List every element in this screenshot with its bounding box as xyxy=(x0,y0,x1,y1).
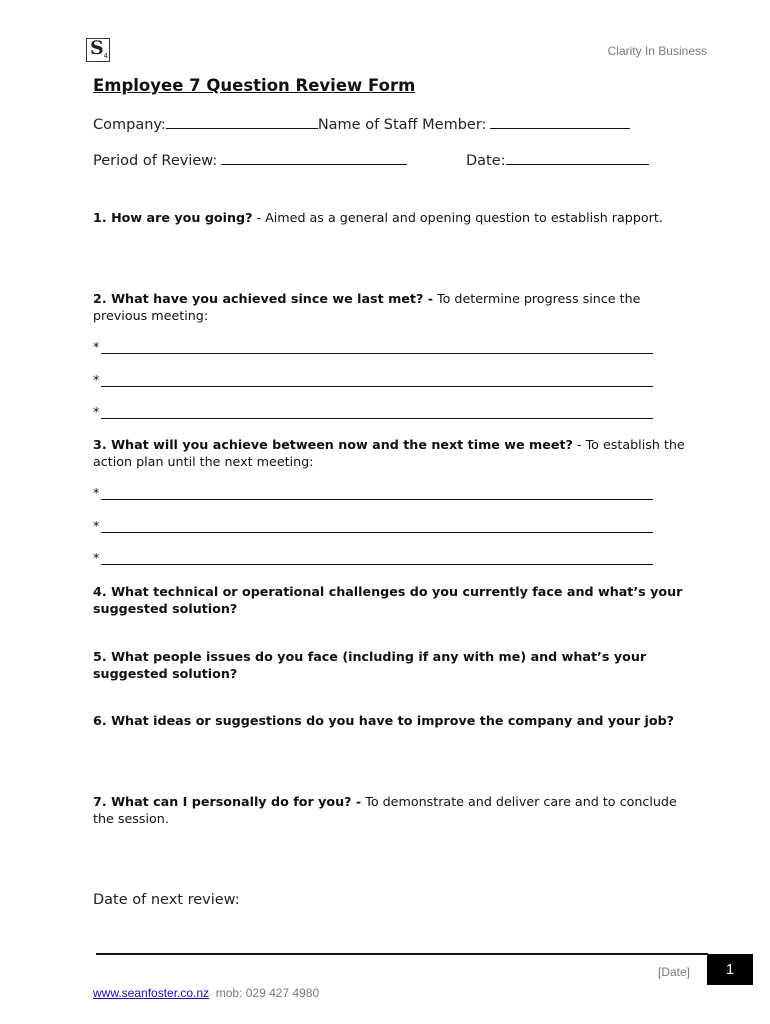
period-row xyxy=(93,153,407,169)
question-5 xyxy=(93,648,693,682)
question-7-lead: 7. What can I personally do for you? - xyxy=(93,794,362,809)
footer-contact xyxy=(93,986,319,1000)
question-2-lead: 2. What have you achieved since we last met? - xyxy=(93,291,433,306)
question-6 xyxy=(93,712,708,729)
q2-bullet-1: * xyxy=(93,339,100,354)
header-tagline: Clarity In Business xyxy=(607,44,707,58)
q2-bullet-2: * xyxy=(93,372,100,387)
question-2-text: To determine progress since the previous meeting: xyxy=(93,291,641,323)
question-1 xyxy=(93,209,693,226)
date-label: Date: xyxy=(466,153,506,169)
question-7 xyxy=(93,793,693,827)
q2-answer-line-2[interactable] xyxy=(101,386,653,387)
question-5-lead: 5. What people issues do you face (including if any with me) and what’s your suggested solution? xyxy=(93,649,647,681)
date-field[interactable] xyxy=(506,164,649,165)
company-logo xyxy=(86,38,110,62)
footer-divider xyxy=(96,953,708,955)
question-7-text: To demonstrate and deliver care and to conclude the session. xyxy=(93,794,677,826)
mobile-number: mob: 029 427 4980 xyxy=(215,986,320,1000)
page-number: 1 xyxy=(707,954,753,985)
period-label: Period of Review: xyxy=(93,153,218,169)
question-3-lead: 3. What will you achieve between now and the next time we meet? xyxy=(93,437,573,452)
next-review-label: Date of next review: xyxy=(93,892,240,908)
question-1-lead: 1. How are you going? xyxy=(93,210,253,225)
q3-answer-line-1[interactable] xyxy=(101,499,653,500)
question-3-text: - To establish the action plan until the next meeting: xyxy=(93,437,685,469)
question-3 xyxy=(93,436,693,470)
q3-answer-line-3[interactable] xyxy=(101,564,653,565)
logo-letter: S xyxy=(90,37,104,59)
q3-bullet-1: * xyxy=(93,485,100,500)
q2-answer-line-3[interactable] xyxy=(101,418,653,419)
q3-bullet-3: * xyxy=(93,550,100,565)
question-6-lead: 6. What ideas or suggestions do you have to improve the company and your job? xyxy=(93,713,675,728)
q2-bullet-3: * xyxy=(93,404,100,419)
question-4-lead: 4. What technical or operational challenges do you currently face and what’s your suggested solution? xyxy=(93,584,683,616)
period-field[interactable] xyxy=(221,164,407,165)
question-4 xyxy=(93,583,693,617)
q3-answer-line-2[interactable] xyxy=(101,532,653,533)
staff-name-field[interactable] xyxy=(490,128,630,129)
question-1-text: - Aimed as a general and opening question to establish rapport. xyxy=(252,210,663,225)
website-link[interactable]: www.seanfoster.co.nz xyxy=(93,986,210,1000)
question-2 xyxy=(93,290,693,324)
footer-date: [Date] xyxy=(658,965,691,979)
company-field[interactable] xyxy=(166,128,318,129)
company-label: Company: xyxy=(93,117,166,133)
form-title: Employee 7 Question Review Form xyxy=(93,76,416,95)
q3-bullet-2: * xyxy=(93,518,100,533)
date-row xyxy=(466,153,649,169)
company-staff-row xyxy=(93,117,630,133)
logo-mark: 4 xyxy=(103,52,108,60)
q2-answer-line-1[interactable] xyxy=(101,353,653,354)
staff-name-label: Name of Staff Member: xyxy=(317,117,487,133)
